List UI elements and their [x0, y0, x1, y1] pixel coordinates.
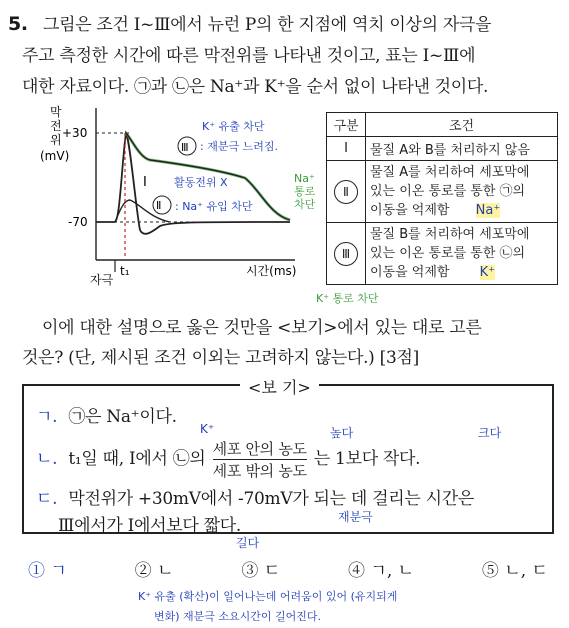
row-III-note: K⁺	[479, 265, 496, 280]
graph-ylabel-4: (mV)	[40, 149, 70, 163]
question-text-1: 그림은 조건 Ⅰ~Ⅲ에서 뉴런 P의 한 지점에 역치 이상의 자극을	[42, 15, 492, 35]
footer-note-1: K⁺ 유출 (확산)이 일어나는데 어려움이 있어 (유지되게	[138, 590, 398, 603]
bogi-title: <보 기>	[240, 375, 319, 398]
bogi-item-3-line-1	[36, 484, 474, 509]
table-header-condition: 조건	[366, 113, 558, 137]
annot-k-plus: K⁺	[200, 422, 215, 436]
row-II-line-1: 물질 A를 처리하여 세포막에	[370, 165, 530, 180]
annot-keuda: 크다	[478, 426, 502, 440]
graph-ylabel-3: 위	[50, 133, 62, 147]
graph-ytick-top: +30	[62, 126, 88, 140]
row-II-note: Na⁺	[475, 203, 501, 218]
row-condition-I: 물질 A와 B를 처리하지 않음	[366, 137, 558, 161]
annot-ii-top: 활동전위 X	[174, 176, 228, 189]
bogi-fraction-den: 세포 밖의 농도	[212, 462, 307, 480]
t1-label: t₁	[120, 264, 130, 278]
table-side-note-iii: K⁺ 통로 차단	[316, 292, 379, 305]
answer-5[interactable]: ⑤ ㄴ, ㄷ	[481, 561, 548, 581]
row-III-line-3: 이동을 억제함	[370, 265, 450, 280]
row-III-line-1: 물질 B를 처리하여 세포막에	[370, 227, 530, 242]
bogi-item-2	[36, 438, 421, 480]
table-header-row	[327, 113, 558, 137]
answer-4[interactable]: ④ ㄱ, ㄴ	[348, 561, 415, 581]
table-header-gubun: 구분	[327, 113, 366, 137]
curve-label-III: Ⅲ	[181, 141, 189, 154]
annot-ii-note: : Na⁺ 유입 차단	[175, 200, 253, 213]
prompt-line-2: 것은? (단, 제시된 조건 이외는 고려하지 않는다.) [3점]	[22, 348, 419, 368]
row-II-line-2: 있는 이온 통로를 통한 ㉠의	[370, 184, 526, 199]
graph-ytick-bottom: -70	[68, 215, 88, 229]
bogi-item-1-text: ㉠은 Na⁺이다.	[68, 407, 177, 427]
curve-label-I: Ⅰ	[143, 175, 147, 190]
graph-ylabel-2: 전	[50, 119, 62, 133]
table-row	[327, 137, 558, 161]
answer-choices	[28, 556, 548, 581]
annot-jaebungeuk: 재분극	[338, 510, 373, 524]
graph-ylabel-1: 막	[50, 105, 62, 119]
row-label-III: Ⅲ	[334, 242, 358, 266]
question-number: 5.	[8, 13, 28, 35]
xlabel: 시간(ms)	[246, 264, 297, 278]
row-label-II: Ⅱ	[334, 180, 358, 204]
bogi-mark-3: ㄷ.	[36, 489, 58, 509]
curve-II	[115, 200, 170, 222]
row-III-line-2: 있는 이온 통로를 통한 ㉡의	[370, 246, 526, 261]
annot-nopda: 높다	[330, 426, 354, 440]
bogi-fraction-num: 세포 안의 농도	[212, 440, 307, 458]
membrane-potential-graph	[20, 100, 310, 290]
footer-note-2: 변화) 재분극 소요시간이 길어진다.	[154, 610, 322, 623]
answer-2[interactable]: ② ㄴ	[134, 561, 174, 581]
bogi-mark-1: ㄱ.	[36, 407, 58, 427]
table-side-note-ii: Na⁺ 통로 차단	[294, 172, 316, 211]
row-label-I: Ⅰ	[344, 141, 348, 156]
bogi-mark-2: ㄴ.	[36, 449, 58, 469]
annot-gilda: 길다	[236, 536, 260, 550]
bogi-item-2-post: 는 1보다 작다.	[313, 449, 421, 469]
annot-iii-top: K⁺ 유출 차단	[202, 120, 265, 133]
table-row	[327, 161, 558, 223]
question-line-3: 대한 자료이다. ㉠과 ㉡은 Na⁺과 K⁺을 순서 없이 나타낸 것이다.	[22, 77, 489, 97]
table-row	[327, 223, 558, 285]
stim-label: 자극	[90, 273, 114, 287]
bogi-item-2-pre: t₁일 때, Ⅰ에서 ㉡의	[68, 449, 206, 469]
curve-label-II: Ⅱ	[156, 199, 162, 212]
prompt-line-1: 이에 대한 설명으로 옳은 것만을 <보기>에서 있는 대로 고른	[42, 318, 482, 338]
question-line-1	[8, 10, 491, 35]
condition-table	[326, 112, 558, 285]
question-line-2: 주고 측정한 시간에 따른 막전위를 나타낸 것이고, 표는 Ⅰ~Ⅲ에	[22, 46, 476, 66]
row-II-line-3: 이동을 억제함	[370, 203, 450, 218]
annot-iii-note: : 재분극 느려짐.	[200, 140, 278, 153]
bogi-fraction	[213, 438, 307, 481]
answer-3[interactable]: ③ ㄷ	[241, 561, 281, 581]
bogi-item-3-line-2: Ⅲ에서가 Ⅰ에서보다 짧다.	[58, 516, 241, 536]
answer-1[interactable]: ① ㄱ	[28, 561, 67, 581]
bogi-item-3-text-1: 막전위가 +30mV에서 -70mV가 되는 데 걸리는 시간은	[68, 489, 474, 509]
bogi-item-1	[36, 402, 177, 427]
